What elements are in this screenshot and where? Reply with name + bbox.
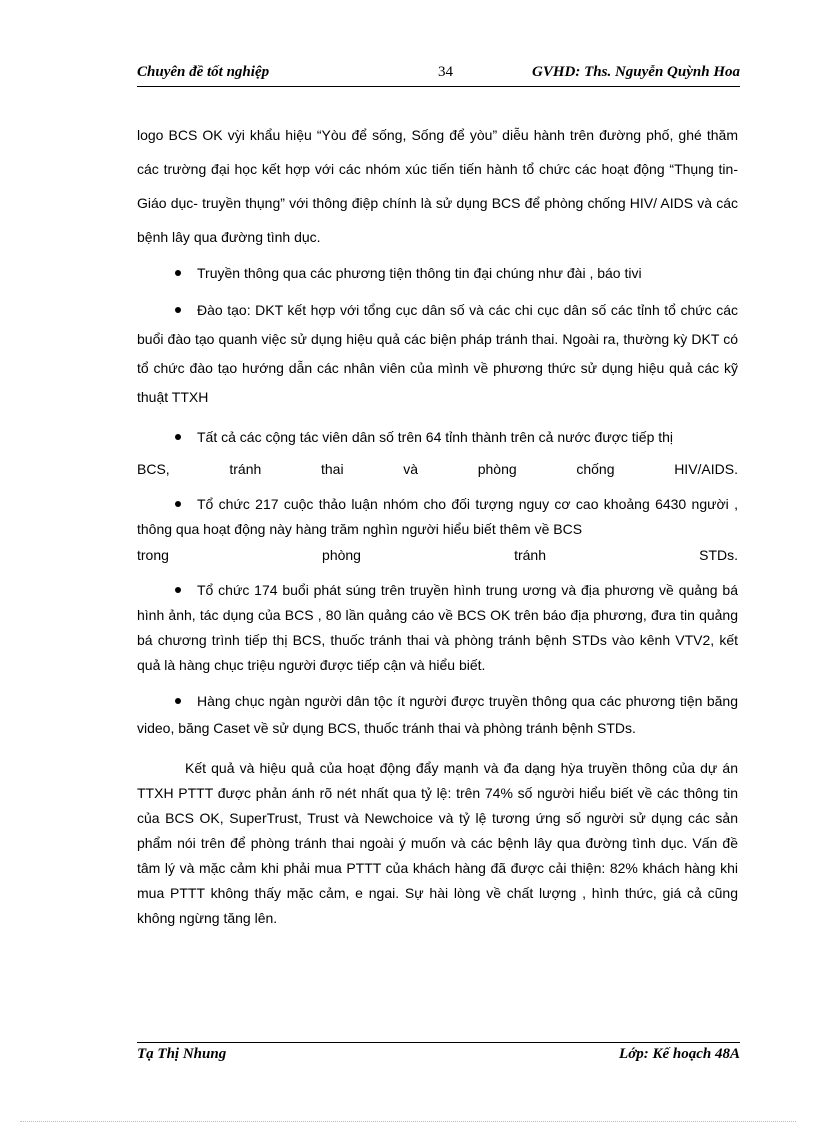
bullet-text: Hàng chục ngàn người dân tộc ít người được truyền thông qua các phương tiện băng video, băng Caset về sử dụng BCS, thuốc tránh thai và phòng tránh bệnh STDs. — [137, 693, 738, 736]
bullet-text: Truyền thông qua các phương tiện thông tin đại chúng như đài , báo tivi — [197, 265, 642, 281]
bullet-icon — [175, 307, 181, 313]
bullet-item — [137, 260, 738, 286]
bullet-continuation: BCS, tránh thai và phòng chống HIV/AIDS. — [137, 461, 738, 477]
footer-rule — [137, 1042, 740, 1043]
bullet-text: Tất cả các cộng tác viên dân số trên 64 tỉnh thành trên cả nước được tiếp thị — [197, 429, 674, 445]
bullet-item — [137, 422, 738, 452]
bullet-icon — [175, 698, 181, 704]
paragraph: Kết quả và hiệu quả của hoạt động đẩy mạnh và đa dạng hỳa truyền thông của dự án TTXH PTTT được phản ánh rõ nét nhất qua tỷ lệ: trên 74% số người hiểu biết về các thông tin của BCS OK, SuperTrust, Trust và Newchoice và tỷ lệ tương ứng số người sử dụng các sản phẩm nói trên để phòng tránh thai ngoài ý muốn và các bệnh lây qua đường tình dục. Vấn đề tâm lý và mặc cảm khi phải mua PTTT của khách hàng đã được cải thiện: 82% khách hàng khi mua PTTT không thấy mặc cảm, e ngai. Sự hài lòng về chất lượng , hình thức, giá cả cũng không ngừng tăng lên. — [137, 760, 738, 926]
footer-class: Lớp: Kế hoạch 48A — [619, 1046, 740, 1062]
bullet-text: Tổ chức 217 cuộc thảo luận nhóm cho đối tượng nguy cơ cao khoảng 6430 người , thông qua hoạt động này hàng trăm nghìn người hiểu biết thêm về BCS — [137, 496, 738, 537]
page-header — [137, 64, 740, 86]
bullet-text: Tổ chức 174 buổi phát súng trên truyền hình trung ương và địa phương về quảng bá hình ảnh, tác dụng của BCS , 80 lần quảng cáo về BCS OK trên báo địa phương, đưa tin quảng bá chương trình tiếp thị BCS, thuốc tránh thai và phòng tránh bệnh STDs vào kênh VTV2, kết quả là hàng chục triệu người được tiếp cận và hiểu biết. — [137, 582, 738, 673]
header-advisor: GVHD: Ths. Nguyễn Quỳnh Hoa — [532, 64, 740, 80]
page-footer — [137, 1046, 740, 1068]
bullet-icon — [175, 270, 181, 276]
bullet-text: Đào tạo: DKT kết hợp với tổng cục dân số và các chi cục dân số các tỉnh tổ chức các buổi đào tạo quanh việc sử dụng hiệu quả các biện pháp tránh thai. Ngoài ra, thường kỳ DKT có tổ chức đào tạo hướng dẫn các nhân viên của mình về phương thức sử dụng hiệu quả các kỹ thuật TTXH — [137, 302, 738, 405]
body-content — [137, 118, 738, 931]
bullet-icon — [175, 587, 181, 593]
paragraph-continuation: logo BCS OK vỳi khẩu hiệu “Yòu để sống, Sống để yòu” diễu hành trên đường phố, ghé thăm các trường đại học kết hợp với các nhóm xúc tiến tiến hành tổ chức các hoạt động “Thụng tin- Giáo dục- truyền thụng” với thông điệp chính là sử dụng BCS để phòng chống HIV/ AIDS và các bệnh lây qua đường tình dục. — [137, 127, 738, 245]
bullet-item — [137, 578, 738, 678]
bullet-item — [137, 492, 738, 542]
footer-author: Tạ Thị Nhung — [137, 1046, 227, 1062]
page-number: 34 — [438, 64, 453, 80]
bullet-item — [137, 296, 738, 412]
header-rule — [137, 86, 740, 87]
bullet-continuation: trong phòng tránh STDs. — [137, 547, 738, 563]
bullet-item — [137, 688, 738, 742]
header-title: Chuyên đề tốt nghiệp — [137, 64, 270, 80]
bullet-icon — [175, 501, 181, 507]
bullet-icon — [175, 434, 181, 440]
page-edge-dotted-line — [20, 1121, 796, 1122]
